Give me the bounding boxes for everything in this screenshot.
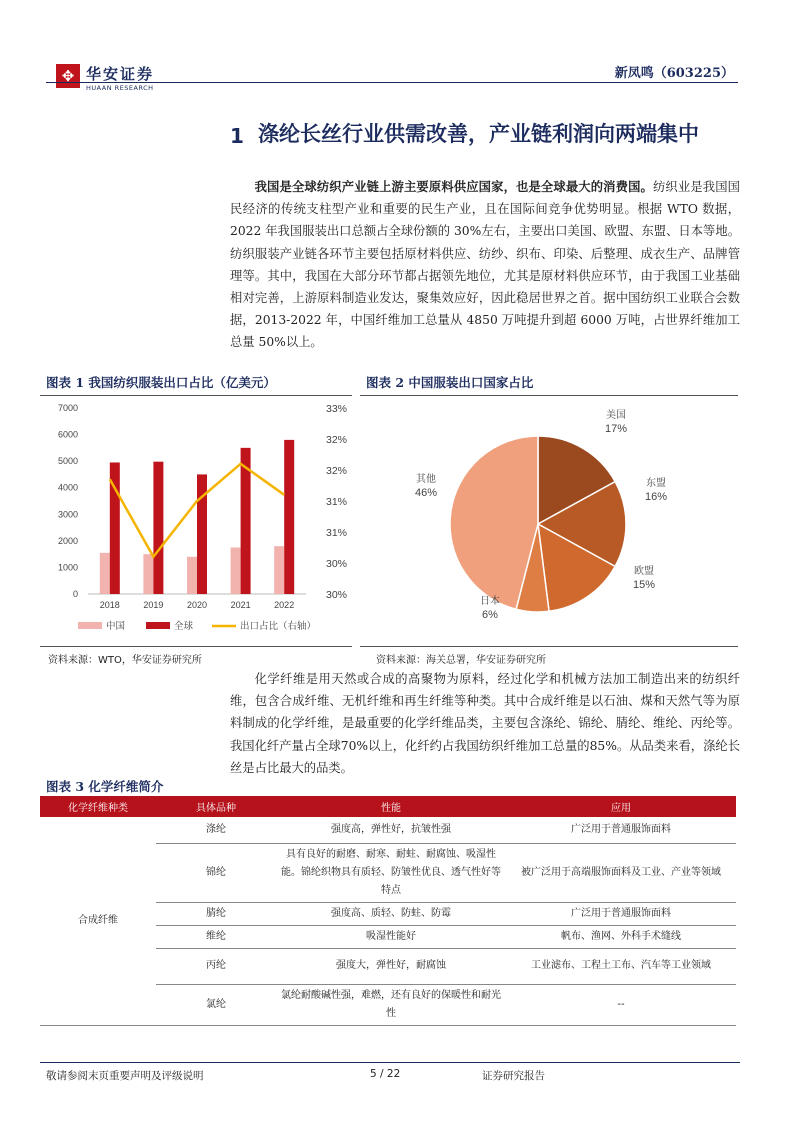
application-cell: 广泛用于普通服饰面料 (506, 817, 736, 843)
pie-label-name: 东盟 (646, 478, 666, 489)
y-left-tick-label: 4000 (57, 482, 78, 493)
variety-cell: 维纶 (156, 925, 276, 948)
bar-china-2021 (231, 548, 241, 595)
figure1-source: 资料来源：WTO，华安证券研究所 (48, 655, 202, 666)
pie-label-value: 17% (604, 423, 628, 435)
header-divider (46, 82, 738, 83)
y-left-tick-label: 6000 (57, 429, 78, 440)
y-right-tick-label: 30% (326, 558, 348, 570)
variety-cell: 涤纶 (156, 817, 276, 843)
legend-swatch-world (146, 622, 170, 629)
y-left-tick-label: 0 (72, 589, 78, 599)
variety-cell: 锦纶 (156, 843, 276, 902)
header-variety: 具体品种 (156, 796, 276, 817)
header-performance: 性能 (276, 796, 506, 817)
figure2-bottom-rule (360, 646, 738, 647)
pie-label-name: 欧盟 (634, 566, 654, 577)
x-tick-label: 2018 (99, 600, 120, 610)
application-cell: -- (506, 984, 736, 1025)
y-left-tick-label: 5000 (57, 456, 78, 467)
y-right-tick-label: 31% (326, 496, 348, 508)
y-right-tick-label: 30% (326, 589, 348, 601)
pie-label-value: 16% (644, 491, 668, 503)
figure2-source: 资料来源：海关总署，华安证券研究所 (376, 655, 546, 666)
footer-disclaimer: 敬请参阅末页重要声明及评级说明 (46, 1070, 204, 1082)
pie-label-name: 其他 (416, 474, 436, 485)
performance-cell: 具有良好的耐磨、耐寒、耐蛀、耐腐蚀、吸湿性能。锦纶织物具有质轻、防皱性优良、透气性好等特点 (276, 843, 506, 902)
performance-cell: 强度大，弹性好，耐腐蚀 (276, 948, 506, 984)
fiber-table (40, 796, 736, 1026)
footer-report-type: 证券研究报告 (482, 1070, 545, 1082)
export-country-pie (360, 398, 738, 644)
y-left-tick-label: 2000 (57, 535, 78, 546)
pie-label-value: 6% (482, 609, 498, 621)
y-left-tick-label: 7000 (57, 403, 78, 413)
variety-cell: 腈纶 (156, 902, 276, 925)
y-right-tick-label: 32% (326, 465, 348, 477)
header-application: 应用 (506, 796, 736, 817)
x-tick-label: 2021 (230, 600, 251, 610)
variety-cell: 氯纶 (156, 984, 276, 1025)
pie-label-name: 日本 (480, 596, 500, 607)
application-cell: 帆布、渔网、外科手术缝线 (506, 925, 736, 948)
figure1-bottom-rule (40, 646, 352, 647)
y-right-tick-label: 31% (326, 527, 348, 539)
fiber-paragraph: 化学纤维是用天然或合成的高聚物为原料，经过化学和机械方法加工制造出来的纺织纤维，包含合成纤维、无机纤维和再生纤维等种类。其中合成纤维是以石油、煤和天然气等为原料制成的化学纤维，是最重要的化学纤维品类，主要包含涤纶、锦纶、腈纶、维纶、丙纶等。我国化纤产量占全球70%以上，化纤约占我国纺织纤维加工总量的85%。从品类来看，涤纶长丝是占比最大的品类。 (230, 672, 740, 775)
figure1-top-rule (40, 395, 352, 396)
y-right-tick-label: 33% (326, 403, 348, 415)
figure2-top-rule (360, 395, 738, 396)
figure1-title: 图表 1 我国纺织服装出口占比（亿美元） (46, 375, 276, 390)
header-fiber-type: 化学纤维种类 (40, 796, 156, 817)
company-ticker: 新凤鸣（603225） (614, 66, 734, 81)
fiber-group: 合成纤维 (40, 817, 156, 1025)
bar-china-2019 (143, 554, 153, 594)
table-row (40, 817, 736, 843)
application-cell: 被广泛用于高端服饰面料及工业、产业等领域 (506, 843, 736, 902)
y-right-tick-label: 32% (326, 434, 348, 446)
section-number: 1 (230, 124, 244, 148)
logo-subtext: HUAAN RESEARCH (86, 84, 154, 92)
intro-lead: 我国是全球纺织产业链上游主要原料供应国家，也是全球最大的消费国。 (254, 179, 653, 194)
pie-label-name: 美国 (606, 410, 626, 421)
y-left-tick-label: 3000 (57, 509, 78, 520)
bar-china-2022 (274, 546, 284, 594)
performance-cell: 氯纶耐酸碱性强，难燃，还有良好的保暖性和耐光性 (276, 984, 506, 1025)
variety-cell: 丙纶 (156, 948, 276, 984)
bar-world-2019 (153, 462, 163, 594)
performance-cell: 强度高，弹性好，抗皱性强 (276, 817, 506, 843)
figure2-title: 图表 2 中国服装出口国家占比 (366, 375, 534, 390)
performance-cell: 吸湿性能好 (276, 925, 506, 948)
x-tick-label: 2022 (274, 600, 295, 610)
application-cell: 工业滤布、工程土工布、汽车等工业领域 (506, 948, 736, 984)
legend-label-china: 中国 (106, 621, 126, 632)
performance-cell: 强度高、质轻、防蛀、防霉 (276, 902, 506, 925)
bar-china-2018 (100, 553, 110, 594)
legend-label-world: 全球 (174, 621, 194, 632)
bar-china-2020 (187, 557, 197, 594)
intro-paragraph (230, 176, 740, 354)
pie-label-value: 15% (632, 579, 656, 591)
logo-text: 华安证券 (86, 65, 155, 83)
bar-world-2022 (284, 440, 294, 594)
y-left-tick-label: 1000 (57, 562, 78, 573)
application-cell: 广泛用于普通服饰面料 (506, 902, 736, 925)
x-tick-label: 2020 (186, 600, 208, 610)
legend-swatch-china (78, 622, 102, 629)
table-header-row (40, 796, 736, 817)
footer-divider (40, 1062, 740, 1063)
intro-body: 纺织业是我国国民经济的传统支柱型产业和重要的民生产业，且在国际间竞争优势明显。根据 WTO 数据，2022 年我国服装出口总额占全球份额的 30%左右，主要出口美国、欧盟、东盟、日本等地。纺织服装产业链各环节主要包括原材料供应、纺纱、织布、印染、后整理、成衣生产、品牌管理等。其中，我国在大部分环节都占据领先地位，尤其是原材料供应环节，由于我国工业基础相对完善，上游原料制造业发达，聚集效应好，因此稳居世界之首。据中国纺织工业联合会数据，2013-2022 年，中国纤维加工总量从 4850 万吨提升到超 6000 万吨，占世界纤维加工总量 50%以上。 (230, 180, 740, 350)
table3-title: 图表 3 化学纤维简介 (46, 779, 164, 794)
export-share-chart (40, 398, 354, 644)
pie-label-value: 46% (414, 487, 438, 499)
logo-mark: ✥ (56, 64, 80, 88)
page-number: 5 / 22 (370, 1068, 401, 1080)
section-title: 涤纶长丝行业供需改善，产业链利润向两端集中 (258, 121, 699, 146)
legend-label-ratio: 出口占比（右轴） (240, 621, 317, 632)
x-tick-label: 2019 (143, 600, 164, 610)
